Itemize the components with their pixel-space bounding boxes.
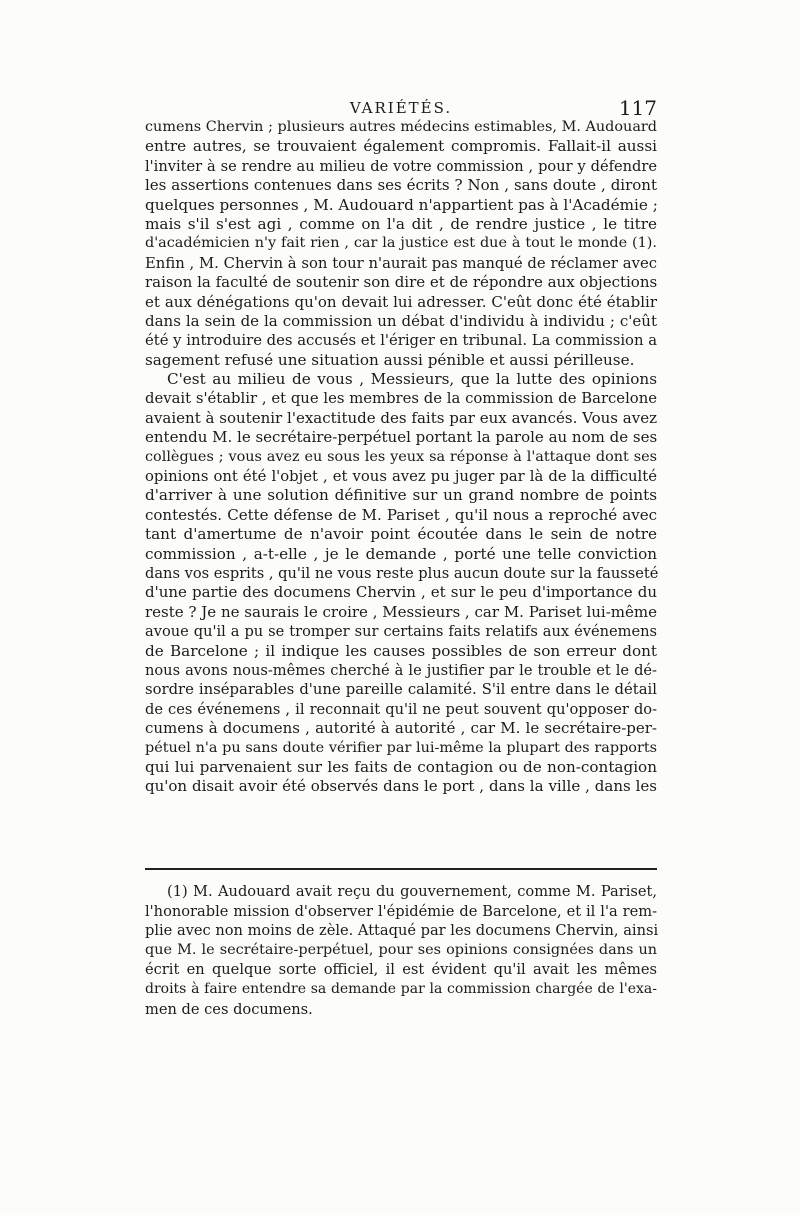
paragraph-1 [145, 118, 657, 370]
text-line: contestés. Cette défense de M. Pariset , qu'il nous a reproché avec [145, 505, 657, 524]
page-number: 117 [618, 96, 657, 120]
text-line: avoue qu'il a pu se tromper sur certains faits relatifs aux événemens [145, 623, 657, 641]
footnote-rule [145, 868, 657, 870]
text-line: reste ? Je ne saurais le croire , Messieurs , car M. Pariset lui-même [145, 602, 657, 621]
footnote [145, 882, 657, 1019]
text-line: sagement refusé une situation aussi pénible et aussi périlleuse. [145, 350, 635, 369]
footnote-line: écrit en quelque sorte officiel, il est évident qu'il avait les mêmes [145, 961, 657, 979]
text-line: commission , a-t-elle , je le demande , porté une telle conviction [145, 544, 657, 563]
text-line: entre autres, se trouvaient également compromis. Fallait-il aussi [145, 137, 657, 156]
footnote-line: men de ces documens. [145, 1000, 313, 1018]
running-title: VARIÉTÉS. [349, 99, 453, 117]
text-line: collègues ; vous avez eu sous les yeux sa réponse à l'attaque dont ses [145, 448, 657, 465]
text-line: été y introduire des accusés et l'ériger en tribunal. La commission a [145, 332, 658, 350]
text-line: nous avons nous-mêmes cherché à le justifier par le trouble et le dé- [145, 661, 657, 679]
footnote-line: plie avec non moins de zèle. Attaqué par les documens Chervin, ainsi [145, 922, 659, 940]
text-line: et aux dénégations qu'on devait lui adresser. C'eût donc été établir [145, 292, 657, 311]
text-line: quelques personnes , M. Audouard n'appartient pas à l'Académie ; [145, 195, 658, 214]
footnote-line: (1) M. Audouard avait reçu du gouvernement, comme M. Pariset, [167, 883, 657, 900]
text-line: d'académicien n'y fait rien , car la justice est due à tout le monde (1). [145, 235, 657, 252]
text-line: sordre inséparables d'une pareille calamité. S'il entre dans le détail [145, 681, 657, 699]
text-line: C'est au milieu de vous , Messieurs, que la lutte des opinions [167, 370, 657, 389]
text-line: d'arriver à une solution définitive sur un grand nombre de points [145, 486, 657, 505]
footnote-line: droits à faire entendre sa demande par la commission chargée de l'exa- [145, 980, 657, 997]
text-line: mais s'il s'est agi , comme on l'a dit , de rendre justice , le titre [145, 214, 657, 233]
text-line: qu'on disait avoir été observés dans le port , dans la ville , dans les [145, 777, 657, 796]
text-line: dans vos esprits , qu'il ne vous reste plus aucun doute sur la fausseté [145, 564, 659, 582]
text-line: Enfin , M. Chervin à son tour n'aurait pas manqué de réclamer avec [145, 254, 657, 272]
text-line: pétuel n'a pu sans doute vérifier par lui-même la plupart des rapports [145, 739, 657, 756]
text-line: cumens à documens , autorité à autorité , car M. le secrétaire-per- [145, 719, 657, 738]
text-line: de Barcelone ; il indique les causes possibles de son erreur dont [145, 641, 657, 660]
paragraph-2 [145, 370, 657, 797]
text-line: l'inviter à se rendre au milieu de votre commission , pour y défendre [145, 157, 657, 175]
text-line: d'une partie des documens Chervin , et sur le peu d'importance du [145, 583, 657, 602]
text-line: entendu M. le secrétaire-perpétuel portant la parole au nom de ses [145, 428, 658, 447]
text-line: devait s'établir , et que les membres de la commission de Barcelone [145, 390, 657, 408]
text-line: de ces événemens , il reconnait qu'il ne peut souvent qu'opposer do- [145, 700, 657, 718]
footnote-line: l'honorable mission d'observer l'épidémie de Barcelone, et il l'a rem- [145, 902, 657, 920]
text-line: avaient à soutenir l'exactitude des faits par eux avancés. Vous avez [145, 408, 657, 427]
text-line: tant d'amertume de n'avoir point écoutée dans le sein de notre [145, 525, 657, 544]
text-line: les assertions contenues dans ses écrits ? Non , sans doute , diront [145, 176, 657, 195]
text-line: opinions ont été l'objet , et vous avez pu juger par là de la difficulté [145, 468, 657, 486]
text-line: raison la faculté de soutenir son dire et de répondre aux objections [145, 273, 658, 292]
text-line: dans la sein de la commission un débat d'individu à individu ; c'eût [145, 311, 657, 330]
text-line: qui lui parvenaient sur les faits de contagion ou de non-contagion [145, 757, 657, 776]
footnote-line: que M. le secrétaire-perpétuel, pour ses opinions consignées dans un [145, 941, 657, 958]
main-text [145, 118, 657, 797]
running-head [145, 96, 657, 120]
text-line: cumens Chervin ; plusieurs autres médecins estimables, M. Audouard [145, 119, 657, 135]
